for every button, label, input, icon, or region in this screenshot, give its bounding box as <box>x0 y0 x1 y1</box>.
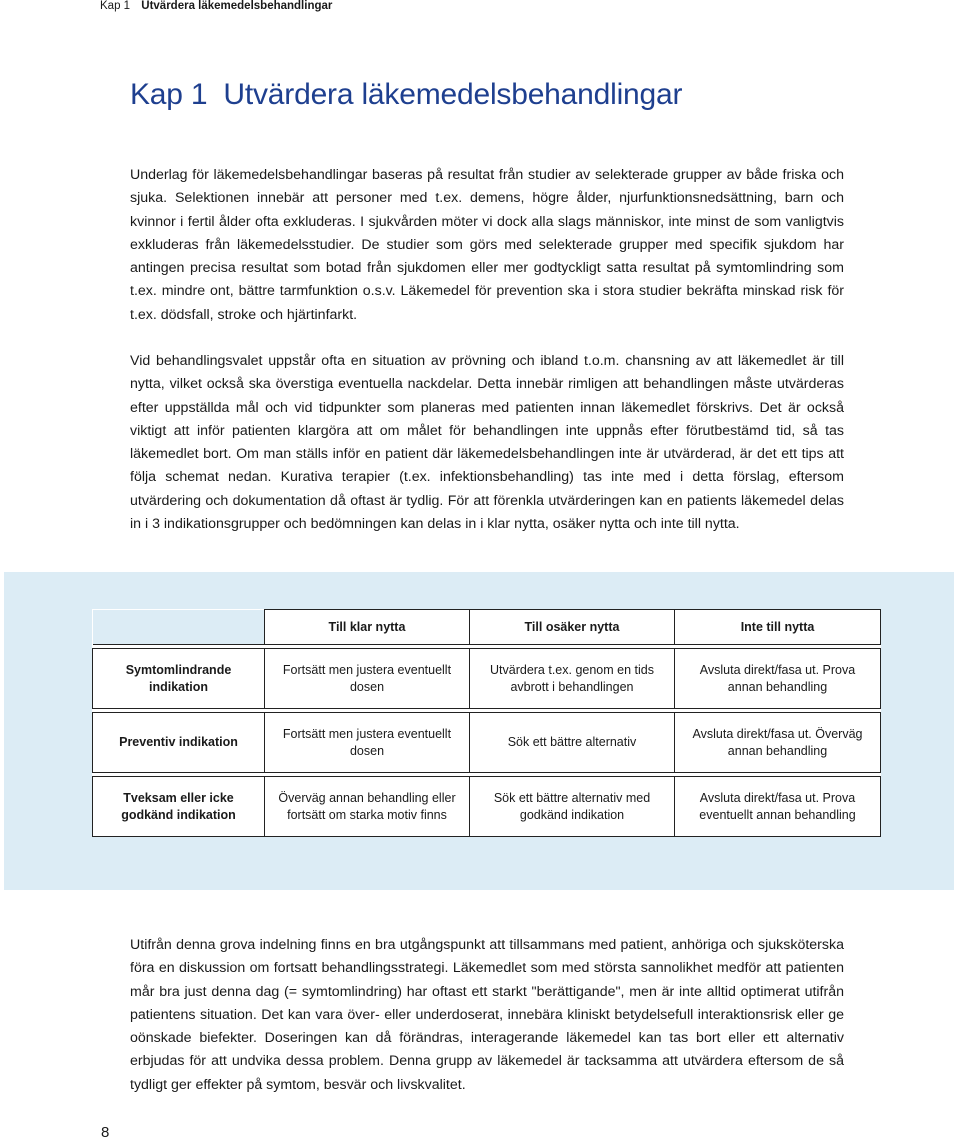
table-cell: Överväg annan behandling eller fortsätt om starka motiv finns <box>265 777 470 837</box>
paragraph-intro: Underlag för läkemedelsbehandlingar baseras på resultat från studier av selekterade grupper av både friska och sjuka. Selektionen innebär att personer med t.ex. demens, högre ålder, njurfunktionsnedsättning, barn och kvinnor i fertil ålder ofta exkluderas. I sjukvården möter vi dock alla slags människor, inte minst de som vanligtvis exkluderas från läkemedelsstudier. De studier som görs med selekterade grupper med specifik sjukdom har antingen precisa resultat som botad från sjukdomen eller mer godtyckligt satta resultat på symtomlindring som t.ex. mindre ont, bättre tarmfunktion o.s.v. Läkemedel för prevention ska i stora studier bekräfta minskad risk för t.ex. dödsfall, stroke och hjärtinfarkt. <box>130 167 844 323</box>
table-row <box>93 777 881 837</box>
table-cell: Avsluta direkt/fasa ut. Prova eventuellt annan behandling <box>675 777 881 837</box>
chapter-heading-title: Utvärdera läkemedelsbehandlingar <box>223 78 683 111</box>
table-cell: Fortsätt men justera eventuellt dosen <box>265 713 470 773</box>
table-row <box>93 649 881 709</box>
table-cell: Sök ett bättre alternativ <box>470 713 675 773</box>
column-header-no-benefit: Inte till nytta <box>675 610 881 645</box>
paragraph-treatment-choice: Vid behandlingsvalet uppstår ofta en situation av prövning och ibland t.o.m. chansning av att läkemedlet är till nytta, vilket också ska överstiga eventuella nackdelar. Detta innebär rimligen att behandlingen måste utvärderas efter uppställda mål och vid tidpunkter som planeras med patienten innan läkemedlet förskrivs. Det är också viktigt att inför patienten klargöra att om målet för behandlingen inte uppnås efter förutbestämd tid, så tas läkemedlet bort. Om man ställs inför en patient där läkemedelsbehandlingen inte är utvärderad, är det ett tips att följa schemat nedan. Kurativa terapier (t.ex. infektionsbehandling) tas inte med i detta förslag, eftersom utvärdering och dokumentation då oftast är tydlig. För att förenkla utvärderingen kan en patients läkemedel delas in i 3 indikationsgrupper och bedömningen kan delas in i klar nytta, osäker nytta och inte till nytta. <box>130 353 844 533</box>
row-header-symptom-relief: Symtomlindrande indikation <box>93 649 265 709</box>
chapter-heading <box>130 78 682 112</box>
column-header-uncertain-benefit: Till osäker nytta <box>470 610 675 645</box>
table-row <box>93 713 881 773</box>
evaluation-table-band <box>4 572 954 890</box>
table-header-row <box>93 610 881 645</box>
table-cell: Sök ett bättre alternativ med godkänd indikation <box>470 777 675 837</box>
table-cell: Fortsätt men justera eventuellt dosen <box>265 649 470 709</box>
running-header-chapter-title: Utvärdera läkemedelsbehandlingar <box>141 0 333 12</box>
table-corner-cell <box>93 610 265 645</box>
table-cell: Avsluta direkt/fasa ut. Överväg annan behandling <box>675 713 881 773</box>
running-header-chapter-number: Kap 1 <box>100 0 131 12</box>
chapter-heading-number: Kap 1 <box>130 78 208 111</box>
column-header-clear-benefit: Till klar nytta <box>265 610 470 645</box>
paragraph-discussion: Utifrån denna grova indelning finns en bra utgångspunkt att tillsammans med patient, anhöriga och sjuksköterska föra en diskussion om fortsatt behandlingsstrategi. Läkemedlet som med största sannolikhet medför att patienten mår bra just denna dag (= symtomlindring) har oftast ett starkt "berättigande", men är inte alltid optimerat utifrån patientens situation. Det kan vara över- eller underdoserat, innebära kliniskt betydelsefull interaktionsrisk eller ge oönskade biefekter. Doseringen kan då förändras, interagerande läkemedel kan tas bort eller ett alternativ erbjudas för att undvika dessa problem. Denna grupp av läkemedel är tacksamma att utvärdera eftersom de så tydligt ger effekter på symtom, besvär och livskvalitet. <box>130 937 844 1093</box>
table-cell: Avsluta direkt/fasa ut. Prova annan behandling <box>675 649 881 709</box>
row-header-questionable: Tveksam eller icke godkänd indikation <box>93 777 265 837</box>
evaluation-table <box>92 609 881 837</box>
running-header <box>100 0 332 12</box>
row-header-preventive: Preventiv indikation <box>93 713 265 773</box>
table-cell: Utvärdera t.ex. genom en tids avbrott i behandlingen <box>470 649 675 709</box>
page-number: 8 <box>101 1124 110 1141</box>
